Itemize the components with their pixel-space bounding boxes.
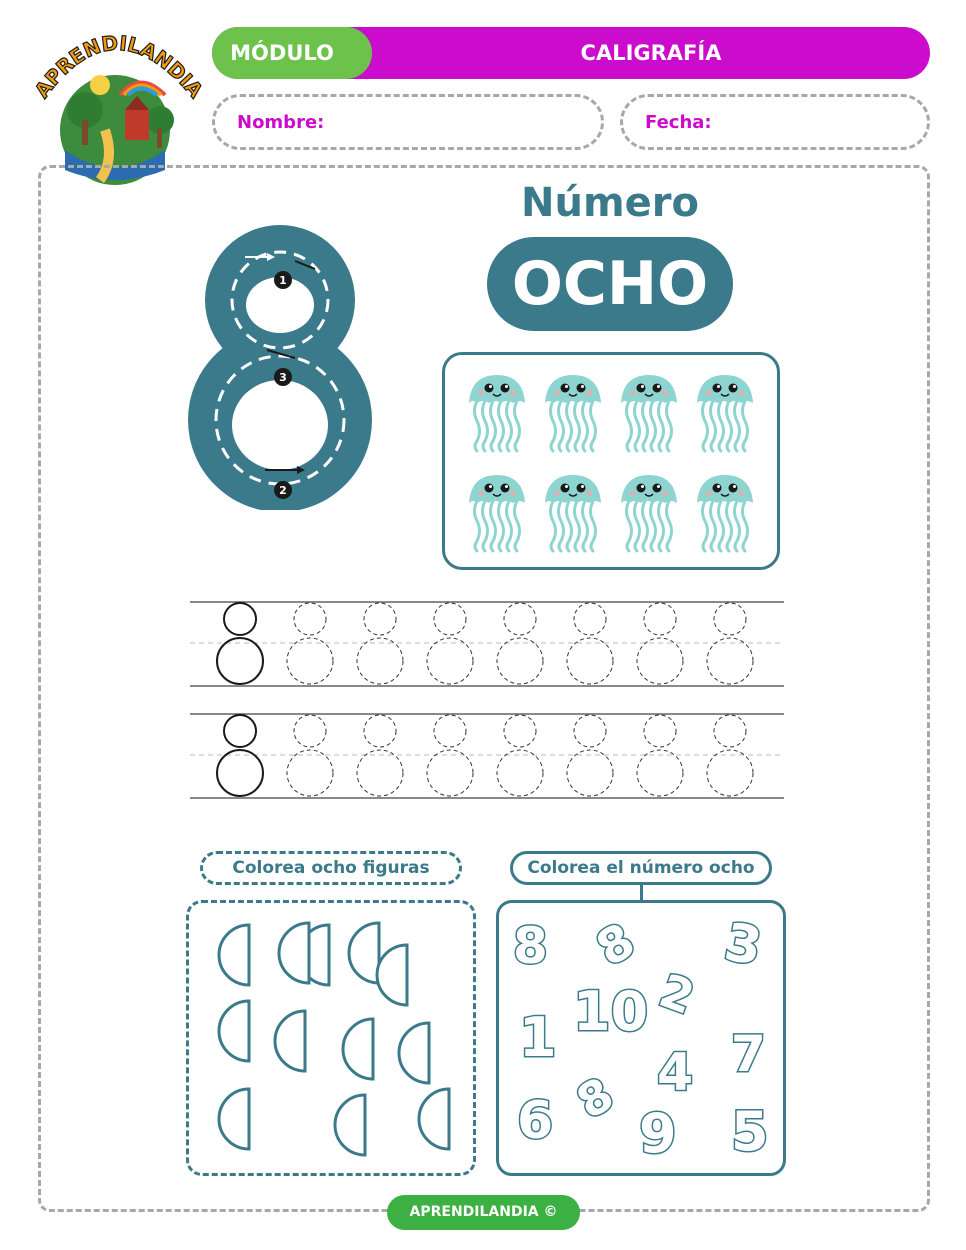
- half-circle-icon[interactable]: [419, 1089, 449, 1149]
- number-name: OCHO: [511, 249, 709, 319]
- date-field[interactable]: [620, 94, 930, 150]
- number-option[interactable]: 8: [567, 1066, 623, 1130]
- aprendilandia-logo: [20, 10, 210, 185]
- step-2-marker: [274, 481, 292, 499]
- step-3-marker: [274, 368, 292, 386]
- half-circle-icon[interactable]: [219, 925, 249, 985]
- svg-text:1: 1: [279, 274, 287, 287]
- number-option[interactable]: 2: [652, 963, 702, 1025]
- jellyfish-icon: [467, 473, 527, 553]
- number-option[interactable]: 9: [639, 1102, 677, 1165]
- half-circle-icon[interactable]: [279, 923, 309, 983]
- title-connector: [640, 885, 643, 901]
- jellyfish-icon: [543, 473, 603, 553]
- numbers-box: [496, 900, 786, 1176]
- jellyfish-icon: [543, 373, 603, 453]
- half-circle-icon[interactable]: [219, 1001, 249, 1061]
- footer-brand: APRENDILANDIA ©: [387, 1195, 580, 1230]
- number-option[interactable]: 7: [731, 1025, 766, 1083]
- jellyfish-icon: [619, 373, 679, 453]
- number-option[interactable]: 5: [731, 1100, 769, 1163]
- name-label: Nombre:: [237, 112, 325, 133]
- half-circle-icon[interactable]: [349, 923, 379, 983]
- svg-text:3: 3: [279, 371, 287, 384]
- half-circle-icon[interactable]: [377, 945, 407, 1005]
- step-1-marker: [274, 271, 292, 289]
- jellyfish-icon: [619, 473, 679, 553]
- half-circles: [189, 903, 473, 1173]
- half-circle-icon[interactable]: [275, 1011, 305, 1071]
- half-circle-icon[interactable]: [219, 1089, 249, 1149]
- color-number-title: Colorea el número ocho: [510, 851, 772, 885]
- number-option[interactable]: 6: [517, 1091, 554, 1151]
- jellyfish-icon: [467, 373, 527, 453]
- jellyfish-icon: [695, 473, 755, 553]
- module-label: MÓDULO: [230, 41, 334, 65]
- number-option[interactable]: 8: [513, 917, 548, 975]
- number-option[interactable]: 10: [573, 980, 649, 1043]
- number-name-pill: [487, 237, 733, 331]
- counting-box: [442, 352, 780, 570]
- number-option[interactable]: 8: [587, 912, 645, 978]
- half-circle-icon[interactable]: [399, 1023, 429, 1083]
- logo-text: APRENDILANDIA: [29, 30, 208, 103]
- number-option[interactable]: 1: [519, 1006, 557, 1069]
- name-field[interactable]: [212, 94, 604, 150]
- tracing-row-1: [190, 600, 784, 690]
- shapes-box: [186, 900, 476, 1176]
- number-option[interactable]: 4: [657, 1043, 694, 1103]
- date-label: Fecha:: [645, 112, 712, 133]
- big-number-eight: [185, 225, 375, 510]
- number-word: Número: [521, 180, 699, 226]
- svg-text:2: 2: [279, 484, 287, 497]
- number-option[interactable]: 3: [720, 912, 767, 978]
- jellyfish-icon: [695, 373, 755, 453]
- tracing-row-2: [190, 712, 784, 802]
- color-shapes-title: Colorea ocho figuras: [200, 851, 462, 885]
- half-circle-icon[interactable]: [335, 1095, 365, 1155]
- half-circle-icon[interactable]: [343, 1019, 373, 1079]
- subject-title: CALIGRAFÍA: [580, 41, 722, 65]
- module-header: [212, 27, 930, 79]
